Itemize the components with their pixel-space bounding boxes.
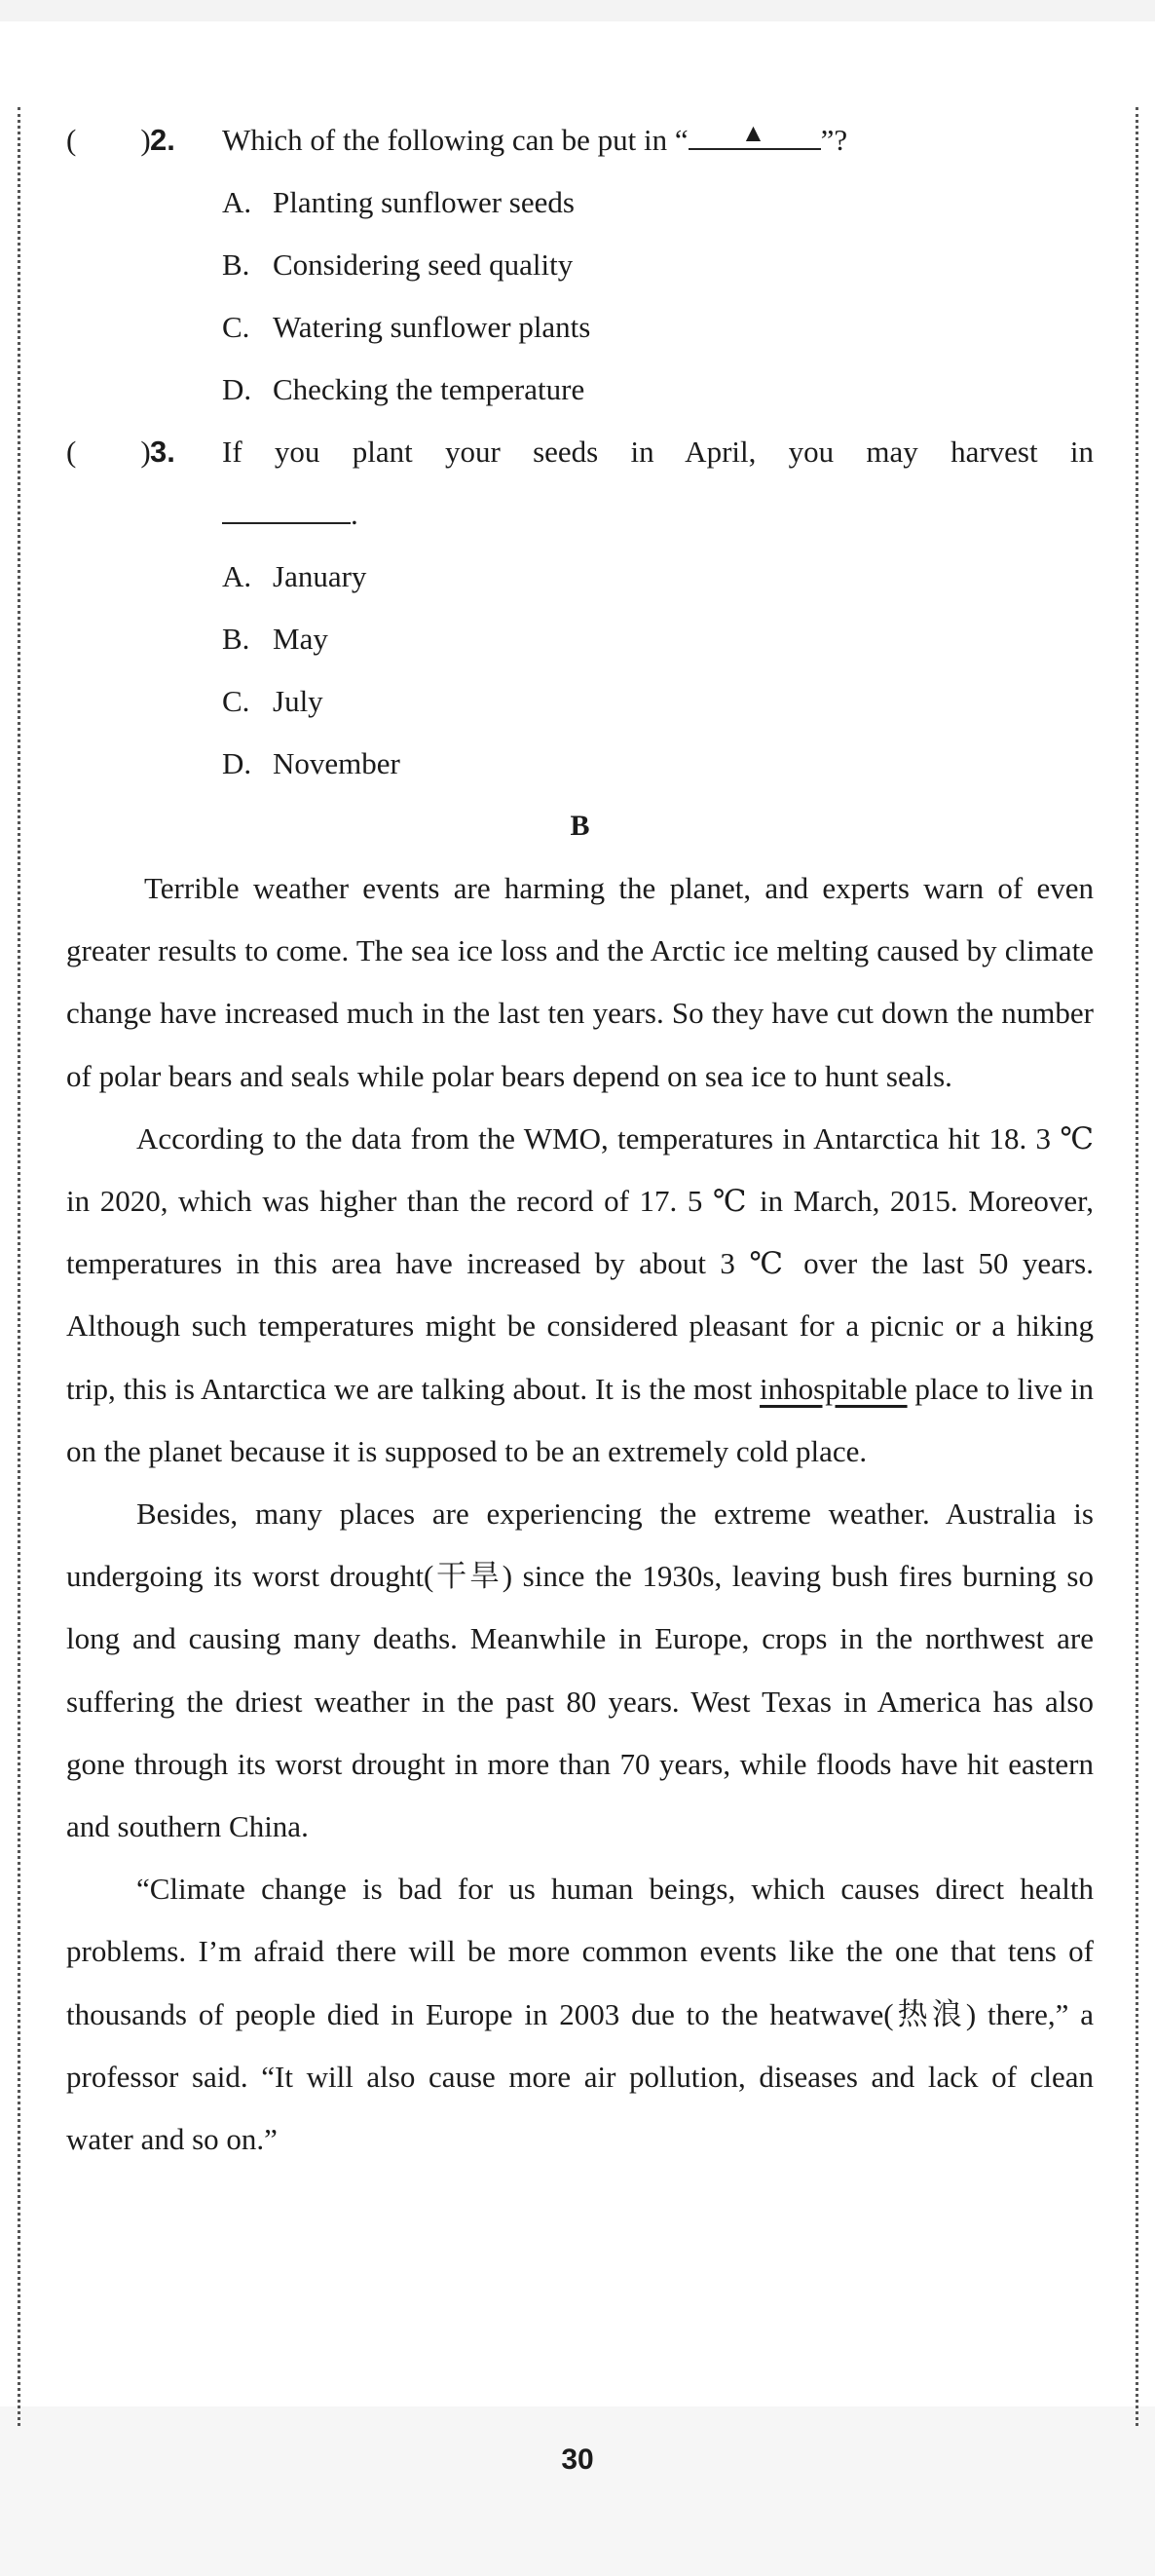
- top-margin-band: [0, 0, 1155, 21]
- question-text: If you plant your seeds in April, you may harvest in: [222, 435, 1094, 469]
- section-title: B: [570, 810, 590, 842]
- option-d[interactable]: D. November: [222, 746, 400, 780]
- option-d[interactable]: D. Checking the temperature: [222, 372, 585, 406]
- answer-blank: [222, 493, 351, 524]
- blank-with-marker: [689, 119, 821, 150]
- triangle-marker-icon: ▲: [740, 119, 766, 147]
- answer-paren[interactable]: ( ): [66, 123, 151, 157]
- right-dotted-rule: [1136, 107, 1138, 2426]
- option-c[interactable]: C. Watering sunflower plants: [222, 310, 591, 344]
- page-content: [66, 109, 1094, 2171]
- option-b[interactable]: B. May: [222, 622, 328, 656]
- passage-paragraph-2: According to the data from the WMO, temperatures in Antarctica hit 18. 3 ℃ in 2020, which was higher than the record of 17. 5 ℃ in March, 2015. Moreover, temperatures in this area have increased by about 3 ℃ over the last 50 years. Although such temperatures might be considered pleasant for a picnic or a hiking trip, this is Antarctica we are talking about. It is the most inhospitable place to live in on the planet because it is supposed to be an extremely cold place.: [66, 1120, 1094, 1468]
- passage-paragraph-1: Terrible weather events are harming the planet, and experts warn of even greater results to come. The sea ice loss and the Arctic ice melting caused by climate change have increased much in the last ten years. So they have cut down the number of polar bears and seals while polar bears depend on sea ice to hunt seals.: [66, 871, 1094, 1093]
- left-dotted-rule: [18, 107, 20, 2426]
- question-text: Which of the following can be put in “ ▲ ”?: [222, 119, 848, 157]
- page-number: 30: [561, 2443, 594, 2476]
- option-a[interactable]: A. Planting sunflower seeds: [222, 185, 575, 219]
- question-3: [66, 421, 1094, 483]
- answer-blank-line: .: [66, 483, 1094, 546]
- underlined-word: inhospitable: [760, 1371, 908, 1406]
- passage-paragraph-4: “Climate change is bad for us human beings, which causes direct health problems. I’m afraid there will be more common events like the one that tens of thousands of people died in Europe in 2003 due to the heatwave(热浪) there,” a professor said. “It will also cause more air pollution, diseases and lack of clean water and so on.”: [66, 1872, 1094, 2157]
- question-number: 2.: [150, 123, 175, 157]
- option-b[interactable]: B. Considering seed quality: [222, 247, 574, 282]
- question-number: 3.: [150, 435, 175, 469]
- option-c[interactable]: C. July: [222, 684, 323, 718]
- answer-paren[interactable]: ( ): [66, 435, 151, 469]
- bottom-margin-band: [0, 2406, 1155, 2576]
- passage-paragraph-3: Besides, many places are experiencing the extreme weather. Australia is undergoing its worst drought(干旱) since the 1930s, leaving bush fires burning so long and causing many deaths. Meanwhile in Europe, crops in the northwest are suffering the driest weather in the past 80 years. West Texas in America has also gone through its worst drought in more than 70 years, while floods have hit eastern and southern China.: [66, 1496, 1094, 1844]
- question-2: [66, 109, 1094, 171]
- option-a[interactable]: A. January: [222, 559, 367, 593]
